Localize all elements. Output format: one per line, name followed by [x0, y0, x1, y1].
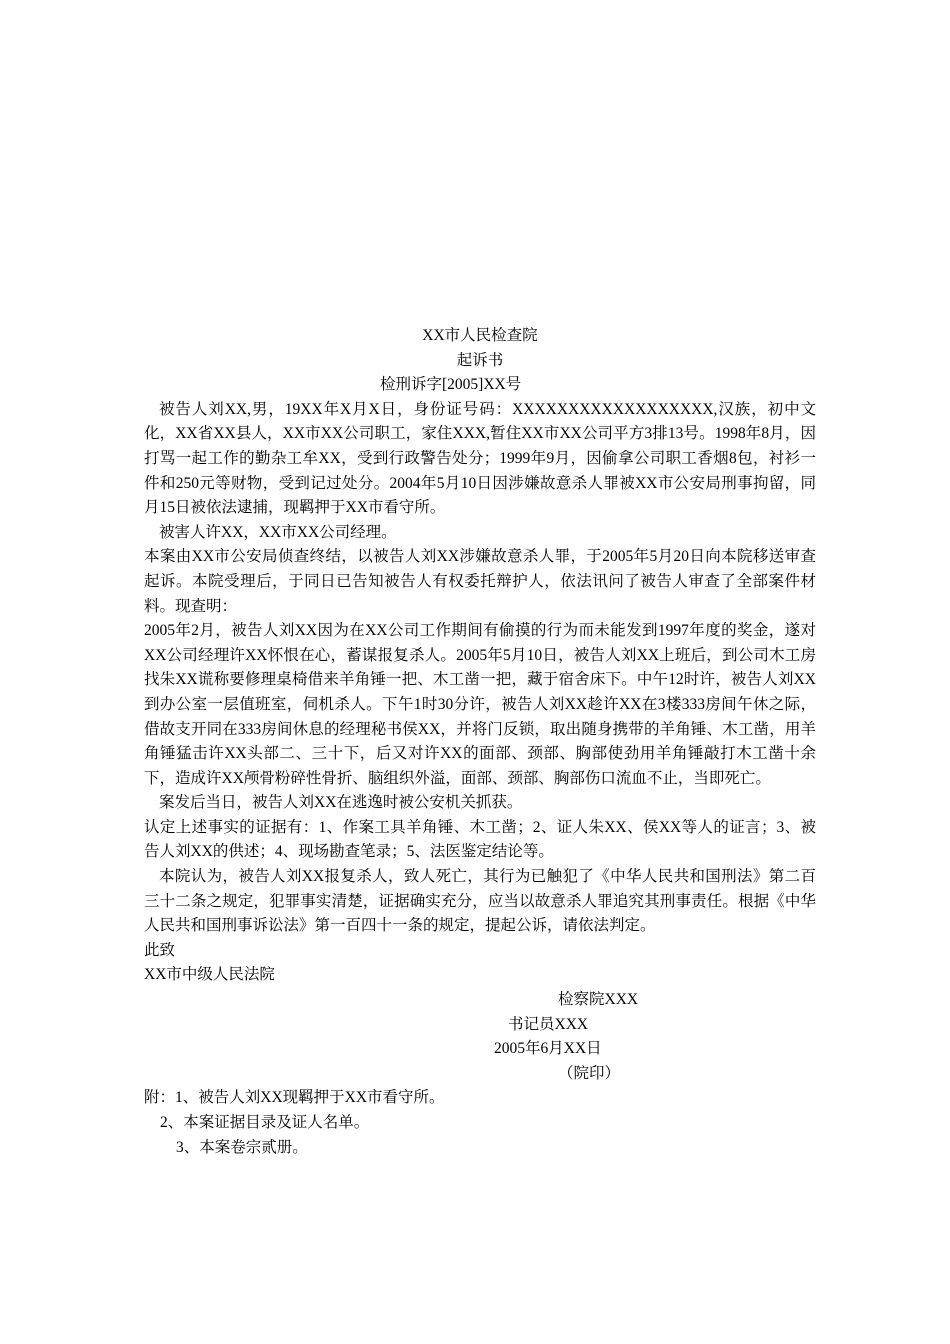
attachment-item: 3、本案卷宗贰册。: [176, 1138, 308, 1156]
paragraph-conclusion: 本院认为，被告人刘XX报复杀人，致人死亡，其行为已触犯了《中华人民共和国刑法》第二百三十二条之规定，犯罪事实清楚，证据确实充分，应当以故意杀人罪追究其刑事责任。根据《中华人民共和国刑事诉讼法》第一百四十一条的规定，提起公诉，请依法判定。: [144, 868, 816, 935]
signature-date: 2005年6月XX日: [494, 1040, 602, 1058]
closing-salutation: 此致: [144, 941, 176, 959]
paragraph-evidence: 认定上述事实的证据有：1、作案工具羊角锤、木工凿；2、证人朱XX、侯XX等人的证言；3、被告人刘XX的供述；4、现场勘查笔录；5、法医鉴定结论等。: [144, 818, 816, 861]
signature-clerk: 书记员XXX: [508, 1015, 589, 1033]
paragraph-defendant: 被告人刘XX,男，19XX年X月X日，身份证号码：XXXXXXXXXXXXXXXXXX,汉族，初中文化，XX省XX县人，XX市XX公司职工，家住XXX,暂住XX市XX公司平方3排13号。1998年8月，因打骂一起工作的勤杂工牟XX，受到行政警告处分；1999年9月，因偷拿公司职工香烟8包，衬衫一件和250元等财物，受到记过处分。2004年5月10日因涉嫌故意杀人罪被XX市公安局刑事拘留，同月15日被依法逮捕，现羁押于XX市看守所。: [144, 400, 816, 517]
paragraph-facts: 2005年2月，被告人刘XX因为在XX公司工作期间有偷摸的行为而未能发到1997年度的奖金，遂对XX公司经理许XX怀恨在心，蓄谋报复杀人。2005年5月10日，被告人刘XX上班后，到公司木工房找朱XX谎称要修理桌椅借来羊角锤一把、木工凿一把，藏于宿舍床下。中午12时许，被告人刘XX到办公室一层值班室，伺机杀人。下午1时30分许，被告人刘XX趁许XX在3楼333房间午休之际，借故支开同在333房间休息的经理秘书侯XX，并将门反锁，取出随身携带的羊角锤、木工凿，用羊角锤猛击许XX头部二、三十下，后又对许XX的面部、颈部、胸部使劲用羊角锤敲打木工凿十余下，造成许XX颅骨粉碎性骨折、脑组织外溢，面部、颈部、胸部伤口流血不止，当即死亡。: [144, 622, 816, 787]
paragraph-arrest: 案发后当日，被告人刘XX在逃逸时被公安机关抓获。: [159, 794, 523, 812]
paragraph-procedure: 本案由XX市公安局侦查终结，以被告人刘XX涉嫌故意杀人罪，于2005年5月20日向本院移送审查起诉。本院受理后，于同日已告知被告人有权委托辩护人，依法讯问了被告人审查了全部案件材料。现查明：: [144, 548, 816, 615]
signature-seal: （院印）: [558, 1064, 621, 1082]
document-number: 检刑诉字[2005]XX号: [380, 376, 522, 394]
document-title: 起诉书: [456, 351, 504, 369]
closing-recipient: XX市中级人民法院: [144, 966, 275, 984]
document-body: [144, 324, 816, 1160]
attachment-item: 2、本案证据目录及证人名单。: [160, 1114, 370, 1131]
attachment-item: 附：1、被告人刘XX现羁押于XX市看守所。: [144, 1089, 445, 1107]
organization-name: XX市人民检查院: [422, 327, 538, 344]
signature-prosecutor: 检察院XXX: [558, 991, 639, 1009]
paragraph-victim: 被害人许XX，XX市XX公司经理。: [159, 523, 397, 541]
